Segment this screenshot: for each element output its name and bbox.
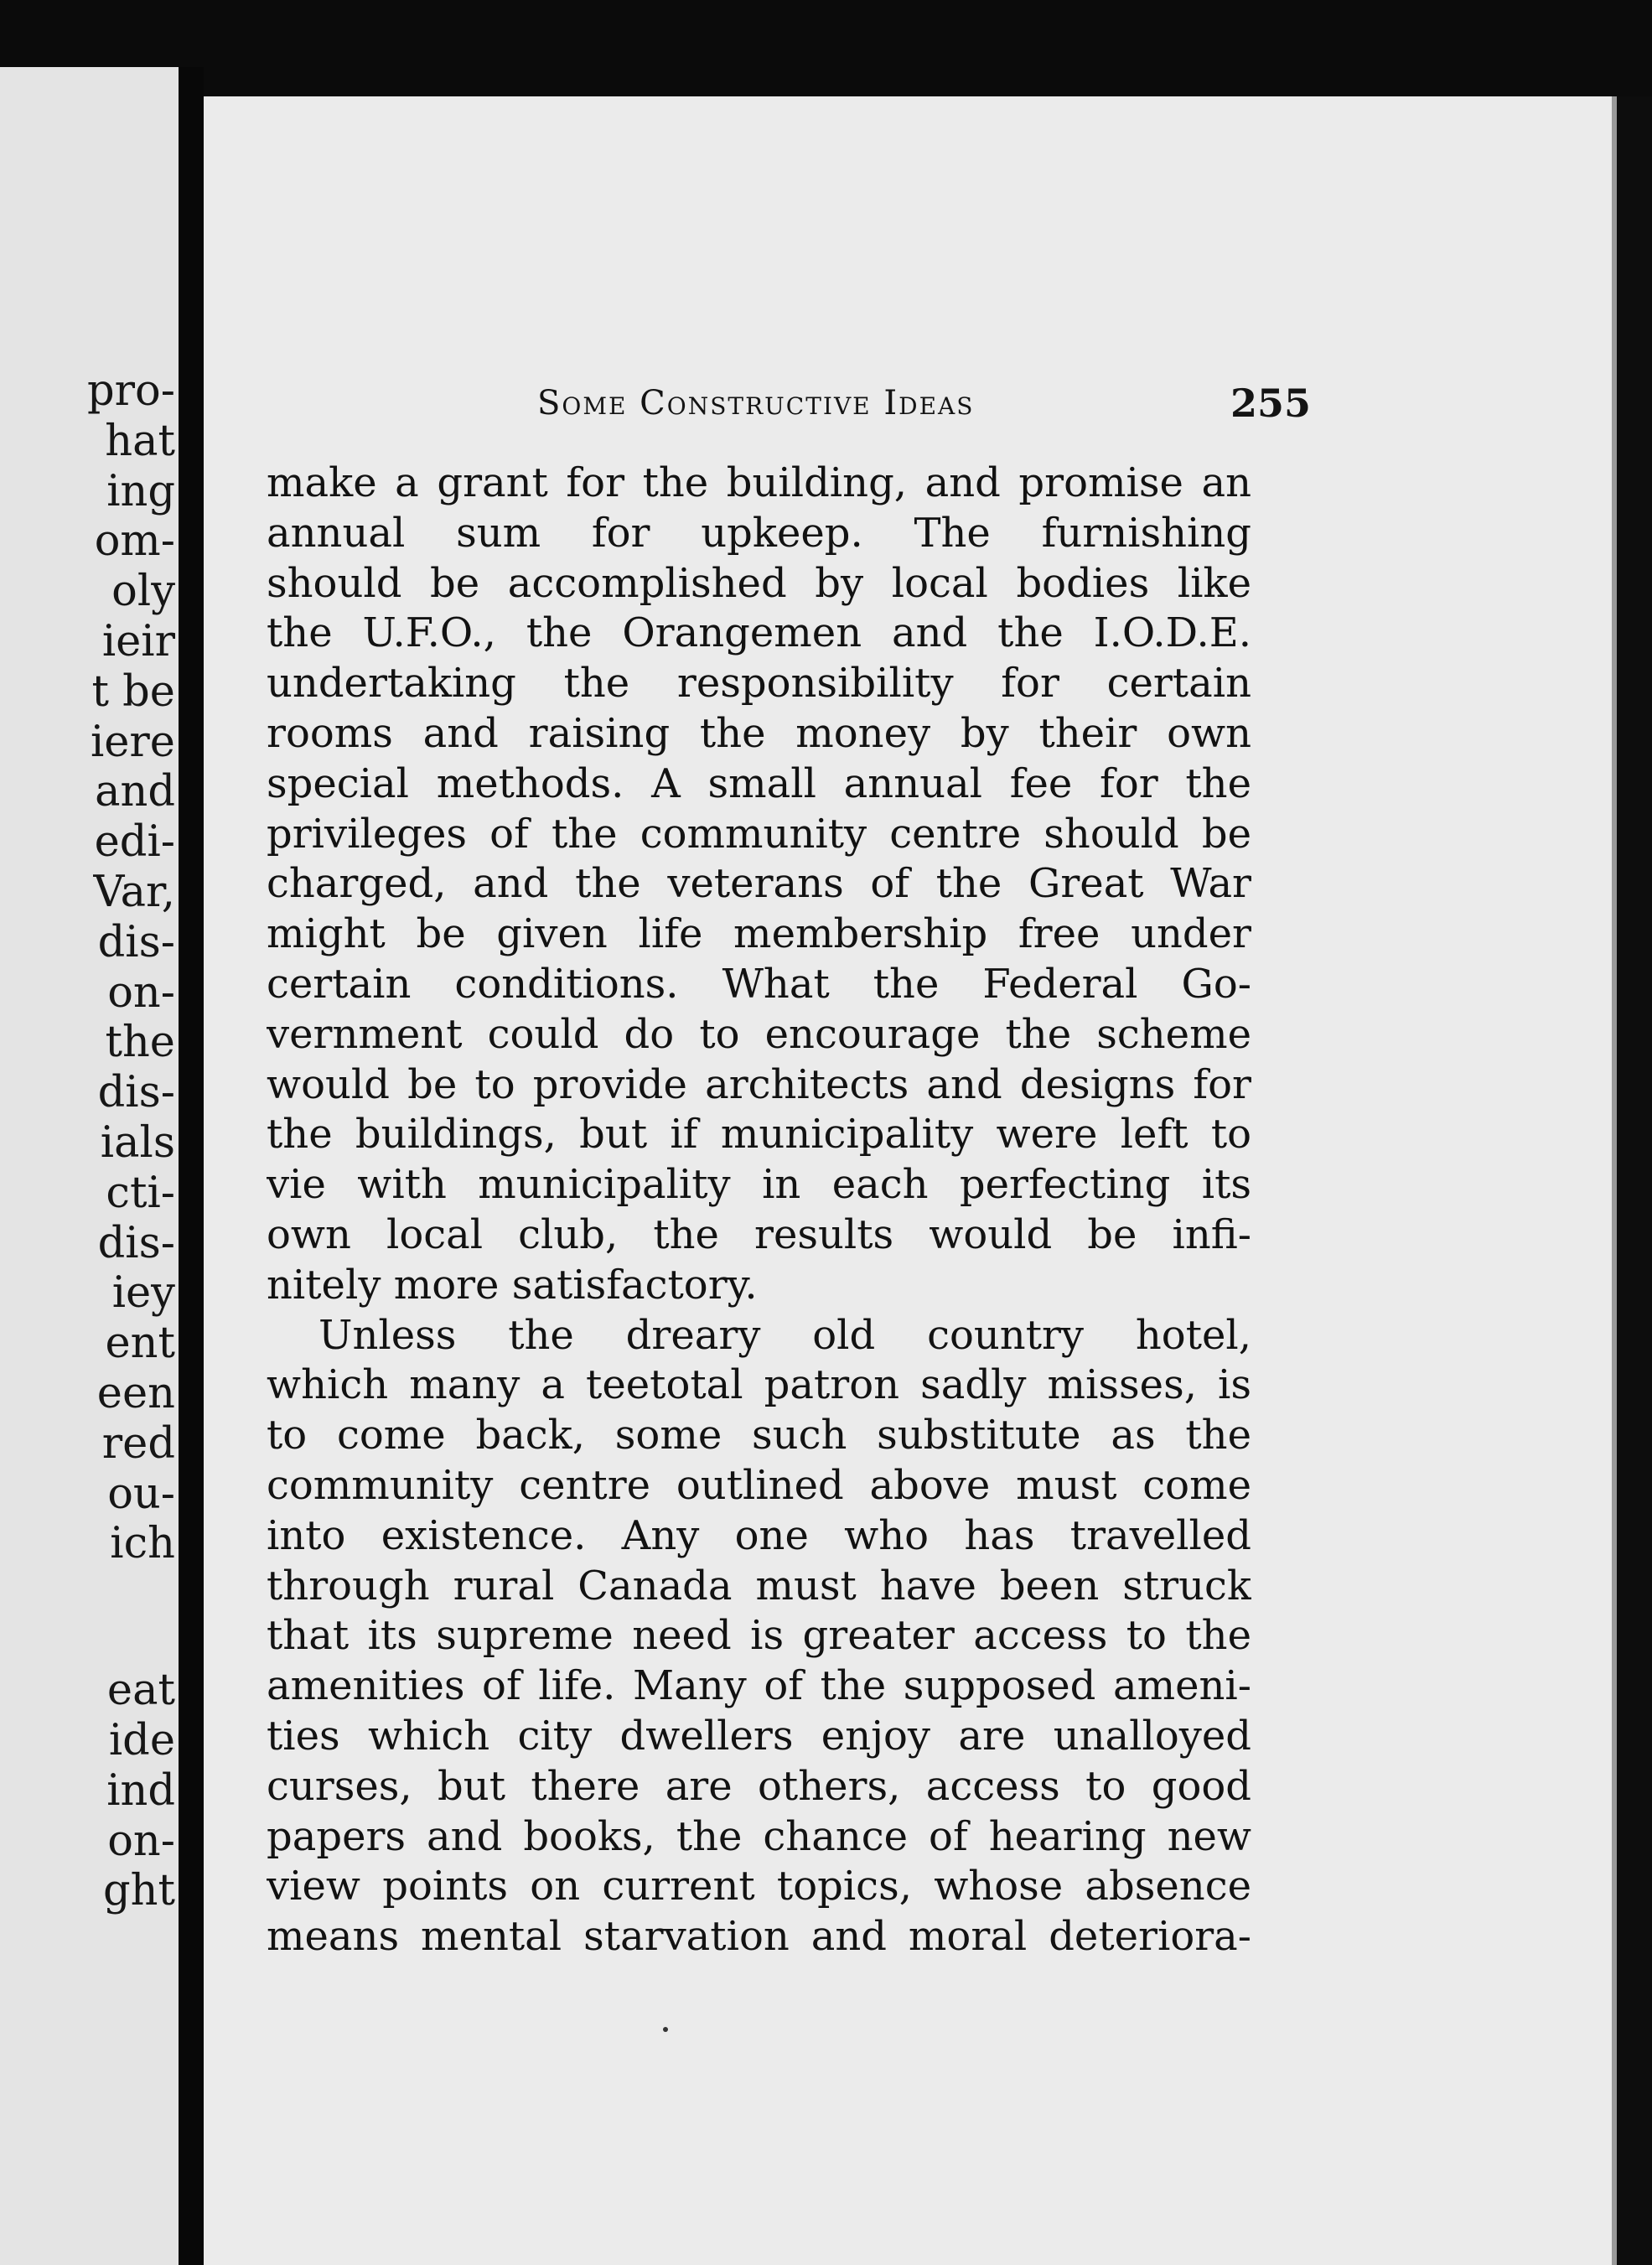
page-number: 255 — [1230, 381, 1312, 426]
text-line: undertaking the responsibility for certain — [267, 660, 1251, 707]
left-fragment-line: edi- — [94, 817, 175, 868]
text-line: the U.F.O., the Orangemen and the I.O.D.E. — [267, 609, 1251, 657]
left-fragment-line: ieir — [101, 616, 175, 666]
page-edge — [1612, 96, 1652, 2265]
left-fragment-gap — [0, 1569, 180, 1666]
left-fragment-line: on- — [107, 967, 175, 1018]
left-fragment-line: iere — [90, 717, 175, 767]
body-text — [267, 459, 1251, 1962]
text-line: the buildings, but if municipality were left to — [267, 1111, 1251, 1158]
text-line: vernment could do to encourage the scheme — [267, 1010, 1251, 1058]
left-fragment-line: hat — [105, 416, 175, 466]
left-fragment-line: t be — [91, 666, 175, 717]
left-fragment-line: ind — [106, 1765, 175, 1816]
left-fragment-line: ials — [100, 1117, 175, 1168]
running-head — [204, 374, 1612, 433]
left-fragment-line: and — [95, 767, 175, 817]
left-fragment-line: ent — [105, 1319, 175, 1369]
text-line: community centre outlined above must come — [267, 1461, 1251, 1509]
text-line: view points on current topics, whose absence — [267, 1863, 1251, 1910]
text-line: through rural Canada must have been struck — [267, 1562, 1251, 1609]
left-page-text-fragments — [0, 366, 180, 1916]
text-line: annual sum for upkeep. The furnishing — [267, 509, 1251, 557]
text-line: make a grant for the building, and promise an — [267, 459, 1251, 506]
left-fragment-line: ich — [110, 1519, 175, 1569]
text-line: means mental starvation and moral deteriora- — [267, 1913, 1251, 1961]
left-fragment-line: on- — [107, 1816, 175, 1866]
left-fragment-line: ou- — [107, 1469, 175, 1519]
text-line: ties which city dwellers enjoy are unalloyed — [267, 1712, 1251, 1760]
left-fragment-line: ide — [108, 1715, 175, 1765]
text-line: would be to provide architects and designs for — [267, 1060, 1251, 1108]
text-line: might be given life membership free under — [267, 910, 1251, 958]
text-line: which many a teetotal patron sadly misses, is — [267, 1361, 1251, 1409]
text-line: should be accomplished by local bodies like — [267, 559, 1251, 607]
left-fragment-line: the — [105, 1018, 175, 1068]
running-head-title: Some Constructive Ideas — [537, 384, 975, 422]
left-fragment-line: een — [96, 1368, 175, 1418]
left-fragment-line: iey — [111, 1268, 175, 1319]
stray-ink-mark — [663, 2027, 668, 2032]
left-fragment-line: dis- — [97, 1068, 175, 1118]
left-fragment-line: ght — [103, 1866, 175, 1916]
text-line: that its supreme need is greater access to the — [267, 1612, 1251, 1660]
right-page — [204, 96, 1612, 2265]
text-line: to come back, some such substitute as the — [267, 1412, 1251, 1459]
left-fragment-line: om- — [94, 516, 175, 567]
text-line: charged, and the veterans of the Great War — [267, 860, 1251, 908]
left-fragment-line: Var, — [93, 867, 175, 917]
text-line: rooms and raising the money by their own — [267, 709, 1251, 757]
left-fragment-line: red — [101, 1418, 175, 1469]
left-fragment-line: dis- — [97, 1218, 175, 1268]
text-line: vie with municipality in each perfecting its — [267, 1161, 1251, 1209]
text-line: special methods. A small annual fee for the — [267, 759, 1251, 807]
left-fragment-line: cti- — [106, 1168, 175, 1218]
text-line: curses, but there are others, access to good — [267, 1762, 1251, 1810]
book-gutter — [179, 67, 204, 2265]
text-line: into existence. Any one who has travelled — [267, 1511, 1251, 1559]
left-fragment-line: eat — [106, 1666, 175, 1716]
text-line: amenities of life. Many of the supposed ameni- — [267, 1662, 1251, 1710]
left-fragment-line: ing — [106, 466, 175, 516]
left-fragment-line: oly — [111, 567, 175, 617]
text-line: certain conditions. What the Federal Go- — [267, 960, 1251, 1008]
text-line: Unless the dreary old country hotel, — [318, 1311, 1251, 1359]
text-line: nitely more satisfactory. — [267, 1261, 758, 1309]
text-line: papers and books, the chance of hearing new — [267, 1812, 1251, 1860]
text-line: own local club, the results would be infi- — [267, 1210, 1251, 1258]
text-line: privileges of the community centre should be — [267, 810, 1251, 858]
left-fragment-line: dis- — [97, 917, 175, 967]
left-fragment-line: pro- — [87, 366, 175, 416]
